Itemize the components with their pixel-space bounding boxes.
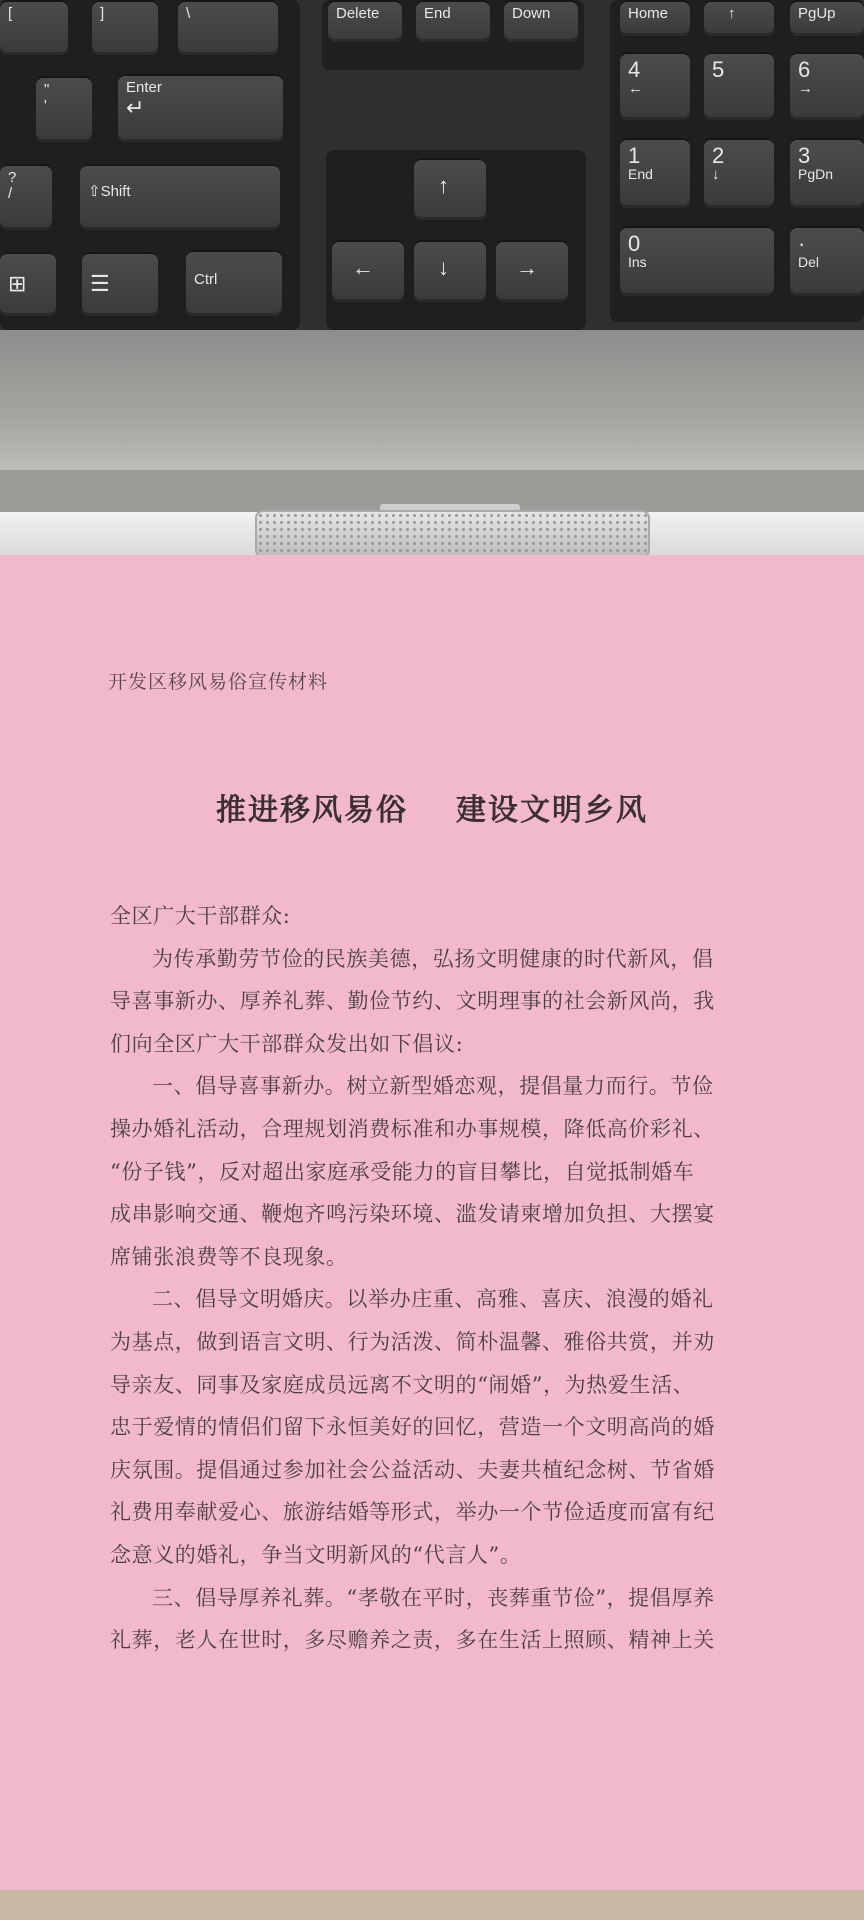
text-line: “份子钱”，反对超出家庭承受能力的盲目攀比，自觉抵制婚车 xyxy=(110,1159,695,1184)
key-label: 2 xyxy=(712,143,725,168)
key-num6[interactable] xyxy=(790,52,864,120)
key-num4[interactable] xyxy=(620,52,690,120)
key-bracket-open[interactable] xyxy=(0,0,68,55)
key-label: ' xyxy=(44,96,47,114)
key-label: 6 xyxy=(798,57,811,82)
arrow-left-icon: ← xyxy=(628,80,643,98)
text-line: 礼费用奉献爱心、旅游结婚等形式，举办一个节俭适度而富有纪 xyxy=(110,1500,715,1525)
document-header: 开发区移风易俗宣传材料 xyxy=(108,671,329,693)
text-line: 全区广大干部群众: xyxy=(110,904,291,928)
text-line: 三、倡导厚养礼葬。“孝敬在平时，丧葬重节俭”，提倡厚养 xyxy=(152,1585,715,1610)
text-line: 庆氛围。提倡通过参加社会公益活动、夫妻共植纪念树、节省婚 xyxy=(110,1457,715,1482)
key-label: \ xyxy=(186,5,191,22)
keyboard-frame xyxy=(0,330,864,470)
key-label: · xyxy=(798,231,806,256)
arrow-up-icon: ↑ xyxy=(438,173,449,198)
text-line: 为基点，做到语言文明、行为活泼、简朴温馨、雅俗共赏，并劝 xyxy=(110,1329,715,1354)
text-line: 席铺张浪费等不良现象。 xyxy=(110,1244,348,1269)
key-arrow-right[interactable] xyxy=(496,240,568,302)
key-label: End xyxy=(628,166,653,183)
title-part-2: 建设文明乡风 xyxy=(456,793,648,828)
title-part-1: 推进移风易俗 xyxy=(216,793,408,828)
text-line: 二、倡导文明婚庆。以举办庄重、高雅、喜庆、浪漫的婚礼 xyxy=(152,1287,714,1312)
key-num3[interactable] xyxy=(790,138,864,208)
key-label: [ xyxy=(8,5,13,22)
key-down-nav[interactable] xyxy=(504,0,578,42)
key-slash[interactable] xyxy=(0,164,52,230)
key-label: Home xyxy=(628,5,669,22)
key-menu[interactable] xyxy=(82,252,158,316)
document-title xyxy=(0,785,864,829)
key-label: ? xyxy=(8,169,17,186)
key-num8[interactable] xyxy=(704,0,774,36)
text-line: 忠于爱情的情侣们留下永恒美好的回忆，营造一个文明高尚的婚 xyxy=(110,1415,715,1440)
arrow-up-icon: ↑ xyxy=(728,5,736,22)
windows-icon: ⊞ xyxy=(8,271,27,296)
key-label: 5 xyxy=(712,57,725,82)
key-arrow-down[interactable] xyxy=(414,240,486,302)
text-line: 礼葬，老人在世时，多尽赡养之责，多在生活上照顾、精神上关 xyxy=(110,1628,715,1653)
arrow-down-icon: ↓ xyxy=(438,255,449,280)
arrow-right-icon: → xyxy=(798,80,813,98)
key-num2[interactable] xyxy=(704,138,774,208)
key-quote[interactable] xyxy=(36,76,92,142)
key-end[interactable] xyxy=(416,0,490,42)
key-label: End xyxy=(424,5,451,22)
desk-surface xyxy=(0,1890,864,1920)
key-num5[interactable] xyxy=(704,52,774,120)
key-label: 0 xyxy=(628,231,641,256)
key-label: Ctrl xyxy=(194,271,218,288)
arrow-right-icon: → xyxy=(516,255,538,280)
key-label: PgUp xyxy=(798,5,836,22)
key-delete[interactable] xyxy=(328,0,402,42)
key-label: PgDn xyxy=(798,166,834,183)
key-arrow-left[interactable] xyxy=(332,240,404,302)
key-home[interactable] xyxy=(620,0,690,36)
document-body xyxy=(110,895,775,1662)
text-line: 们向全区广大干部群众发出如下倡议: xyxy=(110,1031,464,1056)
key-label: Enter xyxy=(126,79,162,96)
clipboard-clip xyxy=(255,510,650,558)
text-line: 导亲友、同事及家庭成员远离不文明的“闹婚”，为热爱生活、 xyxy=(110,1372,695,1397)
key-label: Del xyxy=(798,254,820,271)
menu-icon: ☰ xyxy=(90,271,110,296)
key-backslash[interactable] xyxy=(178,0,278,55)
key-label: ⇧Shift xyxy=(88,183,131,200)
key-label: / xyxy=(8,184,13,202)
key-label: Delete xyxy=(336,5,380,22)
text-line: 为传承勤劳节俭的民族美德，弘扬文明健康的时代新风，倡 xyxy=(152,946,714,971)
paper-document xyxy=(0,555,864,1895)
key-label: 1 xyxy=(628,143,641,168)
keyboard xyxy=(0,0,864,330)
key-num1[interactable] xyxy=(620,138,690,208)
key-label: 4 xyxy=(628,57,641,82)
key-pgup[interactable] xyxy=(790,0,864,36)
key-ctrl[interactable] xyxy=(186,250,282,316)
key-windows[interactable] xyxy=(0,252,56,316)
key-label: 3 xyxy=(798,143,811,168)
text-line: 成串影响交通、鞭炮齐鸣污染环境、滥发请柬增加负担、大摆宴 xyxy=(110,1202,715,1227)
key-del[interactable] xyxy=(790,226,864,296)
key-label: " xyxy=(44,81,50,98)
key-label: Down xyxy=(512,5,551,22)
key-enter[interactable] xyxy=(118,74,283,142)
key-label: ] xyxy=(100,5,105,22)
key-bracket-close[interactable] xyxy=(92,0,158,55)
text-line: 操办婚礼活动，合理规划消费标准和办事规模，降低高价彩礼、 xyxy=(110,1116,715,1141)
key-label: Ins xyxy=(628,254,647,271)
arrow-down-icon: ↓ xyxy=(712,166,720,184)
key-num0[interactable] xyxy=(620,226,774,296)
text-line: 念意义的婚礼，争当文明新风的“代言人”。 xyxy=(110,1542,522,1567)
key-arrow-up[interactable] xyxy=(414,158,486,220)
key-shift[interactable] xyxy=(80,164,280,230)
enter-arrow-icon: ↵ xyxy=(126,94,145,120)
text-line: 导喜事新办、厚养礼葬、勤俭节约、文明理事的社会新风尚，我 xyxy=(110,989,715,1014)
arrow-left-icon: ← xyxy=(352,255,374,280)
text-line: 一、倡导喜事新办。树立新型婚恋观，提倡量力而行。节俭 xyxy=(152,1074,714,1099)
